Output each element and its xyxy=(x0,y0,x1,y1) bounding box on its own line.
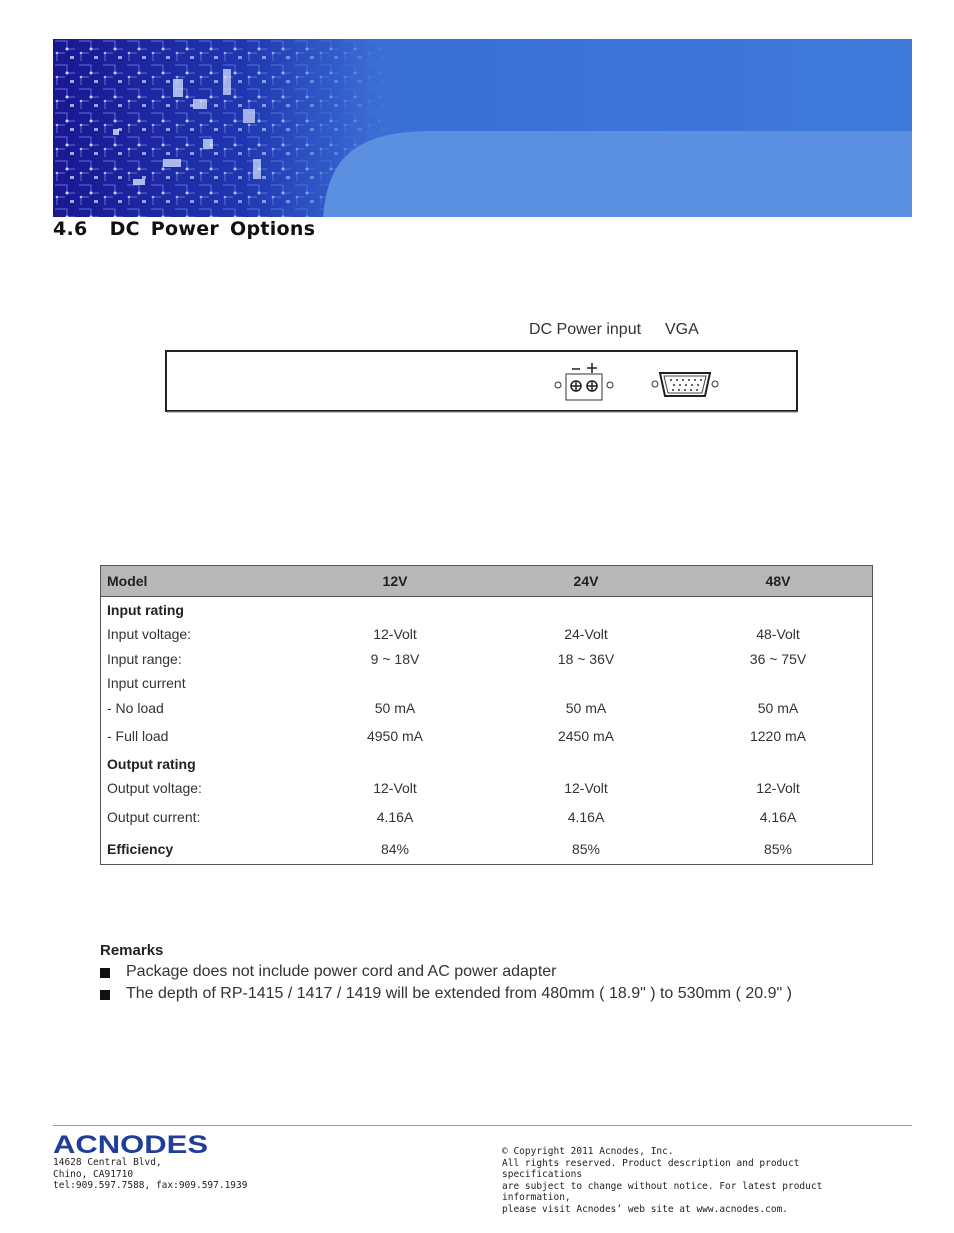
table-row xyxy=(101,756,872,778)
address-line: Chino, CA91710 xyxy=(53,1168,134,1180)
cell-12v: 4950 mA xyxy=(366,728,424,744)
section-number: 4.6 xyxy=(53,218,88,240)
cell-24v: 4.16A xyxy=(567,809,605,825)
footer-divider xyxy=(53,1125,912,1126)
section-title: DC Power Options xyxy=(109,218,316,240)
table-row xyxy=(101,626,872,648)
cell-48v: 1220 mA xyxy=(749,728,807,744)
table-row xyxy=(101,728,872,750)
row-label: Output rating xyxy=(107,756,196,772)
cell-12v: 12-Volt xyxy=(373,780,417,796)
square-bullet-icon xyxy=(100,968,110,978)
table-row xyxy=(101,700,872,722)
cell-48v: 50 mA xyxy=(757,700,799,716)
remarks-title: Remarks xyxy=(100,942,164,959)
row-label: Input range: xyxy=(107,651,182,667)
contact-line: tel:909.597.7588, fax:909.597.1939 xyxy=(53,1180,248,1191)
cell-12v: 9 ~ 18V xyxy=(370,651,420,667)
cell-24v: 24-Volt xyxy=(564,626,608,642)
row-label: Input rating xyxy=(107,602,184,618)
table-header-48v: 48V xyxy=(765,573,791,589)
cell-48v: 4.16A xyxy=(759,809,797,825)
row-label: Output current: xyxy=(107,809,201,825)
row-label: Input current xyxy=(107,675,186,691)
table-row xyxy=(101,651,872,673)
table-row xyxy=(101,780,872,802)
copyright-line: © Copyright 2011 Acnodes, Inc. xyxy=(502,1146,674,1157)
row-label: Efficiency xyxy=(107,841,174,857)
table-header-row xyxy=(101,566,872,597)
cell-48v: 85% xyxy=(763,841,793,857)
vga-label: VGA xyxy=(665,321,699,338)
table-header-model: Model xyxy=(107,573,148,589)
cell-12v: 84% xyxy=(380,841,410,857)
table-row xyxy=(101,602,872,624)
copyright-line: please visit Acnodes’ web site at www.acnodes.com. xyxy=(502,1203,788,1215)
square-bullet-icon xyxy=(100,990,110,1000)
dc-power-spec-table xyxy=(100,565,873,865)
cell-24v: 50 mA xyxy=(565,700,607,716)
cell-24v: 85% xyxy=(571,841,601,857)
cell-24v: 2450 mA xyxy=(557,728,615,744)
section-heading xyxy=(53,218,315,240)
remark-item xyxy=(100,985,792,1007)
remark-item xyxy=(100,963,792,985)
cell-48v: 48-Volt xyxy=(756,626,800,642)
copyright-line: All rights reserved. Product description and product specifications xyxy=(502,1157,800,1180)
acnodes-logo xyxy=(53,1131,213,1157)
cell-12v: 50 mA xyxy=(374,700,416,716)
row-label: Input voltage: xyxy=(107,626,192,642)
table-header-24v: 24V xyxy=(573,573,599,589)
header-banner xyxy=(53,39,912,217)
remark-text: Package does not include power cord and AC power adapter xyxy=(126,963,557,980)
cell-24v: 12-Volt xyxy=(564,780,608,796)
cell-12v: 4.16A xyxy=(376,809,414,825)
row-label: - No load xyxy=(107,700,164,716)
table-header-12v: 12V xyxy=(382,573,408,589)
copyright-line: are subject to change without notice. For latest product information, xyxy=(502,1180,823,1203)
address-line: 14628 Central Blvd, xyxy=(53,1157,162,1168)
row-label: - Full load xyxy=(107,728,169,744)
circuit-board-banner-image xyxy=(53,39,912,217)
remark-text: The depth of RP-1415 / 1417 / 1419 will be extended from 480mm ( 18.9" ) to 530mm ( 20.9" ) xyxy=(126,985,792,1002)
remarks-section xyxy=(100,942,792,1007)
row-label: Output voltage: xyxy=(107,780,202,796)
cell-24v: 18 ~ 36V xyxy=(557,651,615,667)
rear-panel-diagram xyxy=(160,315,810,425)
dc-power-input-label: DC Power input xyxy=(529,321,642,338)
rear-panel-drawing xyxy=(160,315,810,425)
table-row xyxy=(101,841,872,863)
cell-48v: 36 ~ 75V xyxy=(749,651,807,667)
company-address xyxy=(53,1157,247,1192)
copyright-notice xyxy=(502,1146,882,1215)
logo-wordmark: ACNODES xyxy=(53,1131,208,1157)
table-row xyxy=(101,809,872,831)
cell-12v: 12-Volt xyxy=(373,626,417,642)
table-row xyxy=(101,675,872,697)
cell-48v: 12-Volt xyxy=(756,780,800,796)
